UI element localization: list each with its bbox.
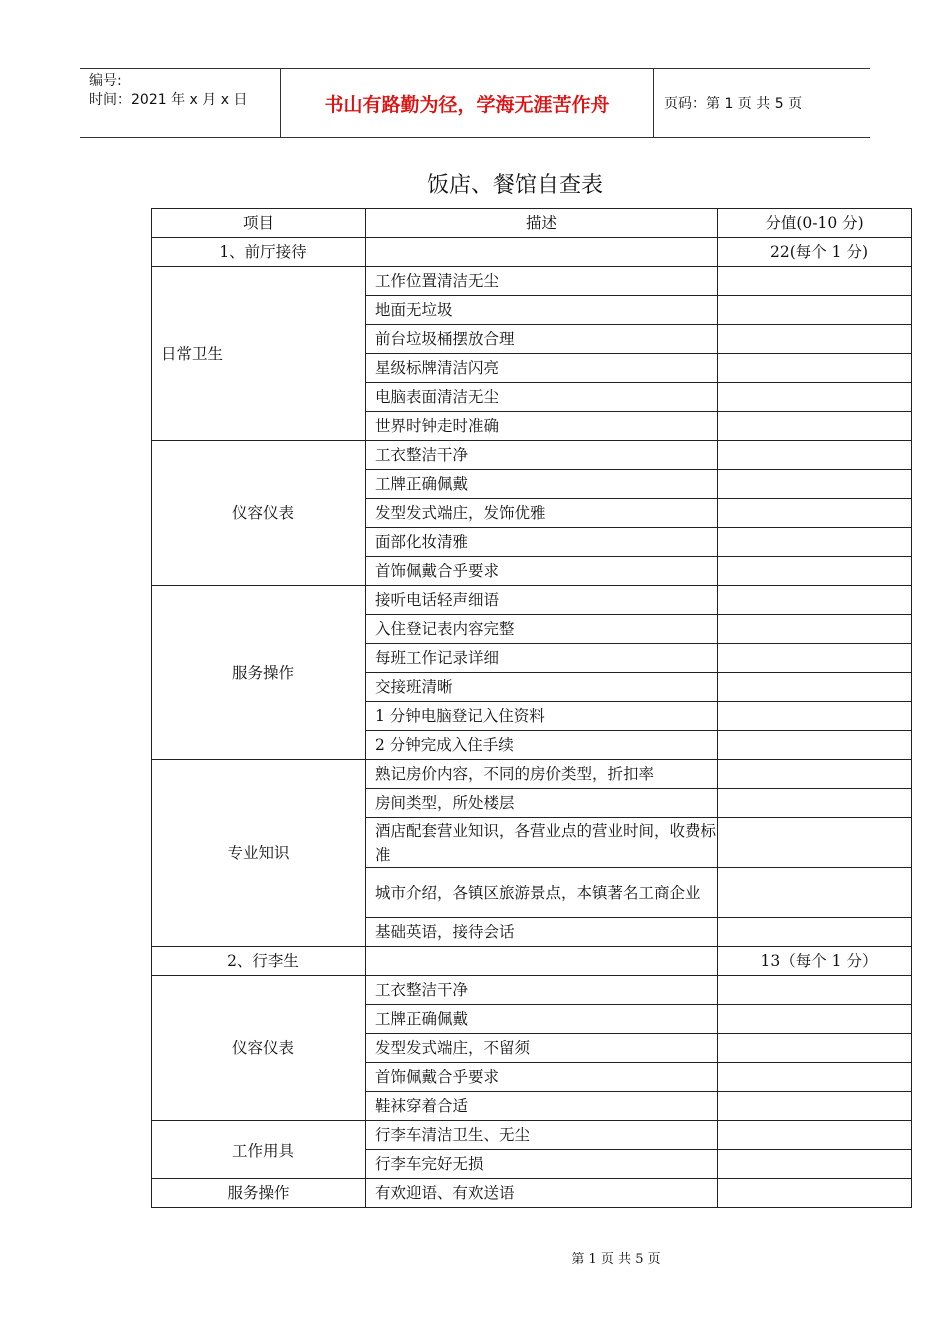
document-number-label: 编号: xyxy=(89,73,122,89)
table-row xyxy=(152,267,912,296)
item-description: 1 分钟电脑登记入住资料 xyxy=(366,702,718,731)
item-description: 电脑表面清洁无尘 xyxy=(366,383,718,412)
score-cell xyxy=(718,918,912,947)
score-cell xyxy=(718,976,912,1005)
score-cell xyxy=(718,644,912,673)
score-cell xyxy=(718,296,912,325)
item-description: 发型发式端庄，发饰优雅 xyxy=(366,499,718,528)
item-description: 有欢迎语、有欢送语 xyxy=(366,1179,718,1208)
item-description: 房间类型，所处楼层 xyxy=(366,789,718,818)
checklist-table xyxy=(151,208,912,1208)
category-label: 仪容仪表 xyxy=(152,441,366,586)
item-description: 基础英语，接待会话 xyxy=(366,918,718,947)
item-description: 熟记房价内容，不同的房价类型，折扣率 xyxy=(366,760,718,789)
item-description: 前台垃圾桶摆放合理 xyxy=(366,325,718,354)
item-description: 接听电话轻声细语 xyxy=(366,586,718,615)
score-cell xyxy=(718,615,912,644)
score-cell xyxy=(718,325,912,354)
section-row xyxy=(152,238,912,267)
score-cell xyxy=(718,383,912,412)
item-description: 2 分钟完成入住手续 xyxy=(366,731,718,760)
section-label: 2、行李生 xyxy=(152,947,366,976)
section-score: 22(每个 1 分) xyxy=(718,238,912,267)
table-row xyxy=(152,1121,912,1150)
score-cell xyxy=(718,1063,912,1092)
score-cell xyxy=(718,412,912,441)
score-cell xyxy=(718,673,912,702)
document-date-label: 时间：2021 年 x 月 x 日 xyxy=(89,92,248,108)
section-label: 1、前厅接待 xyxy=(152,238,366,267)
item-description: 鞋袜穿着合适 xyxy=(366,1092,718,1121)
header-slogan: 书山有路勤为径，学海无涯苦作舟 xyxy=(281,69,654,137)
item-description: 酒店配套营业知识，各营业点的营业时间，收费标准 xyxy=(366,818,718,868)
score-cell xyxy=(718,1034,912,1063)
score-cell xyxy=(718,267,912,296)
category-label: 专业知识 xyxy=(152,760,366,947)
table-row xyxy=(152,441,912,470)
document-title: 饭店、餐馆自查表 xyxy=(426,173,603,198)
score-cell xyxy=(718,1005,912,1034)
score-cell xyxy=(718,818,912,868)
item-description: 发型发式端庄，不留须 xyxy=(366,1034,718,1063)
item-description: 工作位置清洁无尘 xyxy=(366,267,718,296)
score-cell xyxy=(718,1150,912,1179)
section-score: 13（每个 1 分） xyxy=(718,947,912,976)
score-cell xyxy=(718,760,912,789)
table-row xyxy=(152,976,912,1005)
category-label: 仪容仪表 xyxy=(152,976,366,1121)
score-cell xyxy=(718,789,912,818)
score-cell xyxy=(718,731,912,760)
section-description-cell xyxy=(366,238,718,267)
item-description: 工牌正确佩戴 xyxy=(366,1005,718,1034)
score-cell xyxy=(718,441,912,470)
item-description: 行李车完好无损 xyxy=(366,1150,718,1179)
score-cell xyxy=(718,586,912,615)
item-description: 城市介绍，各镇区旅游景点，本镇著名工商企业 xyxy=(366,868,718,918)
item-description: 工衣整洁干净 xyxy=(366,441,718,470)
column-header-item: 项目 xyxy=(152,209,366,238)
category-label: 工作用具 xyxy=(152,1121,366,1179)
score-cell xyxy=(718,354,912,383)
section-description-cell xyxy=(366,947,718,976)
table-header-row xyxy=(152,209,912,238)
score-cell xyxy=(718,470,912,499)
score-cell xyxy=(718,702,912,731)
score-cell xyxy=(718,499,912,528)
item-description: 首饰佩戴合乎要求 xyxy=(366,557,718,586)
item-description: 每班工作记录详细 xyxy=(366,644,718,673)
score-cell xyxy=(718,557,912,586)
table-row xyxy=(152,760,912,789)
category-label: 服务操作 xyxy=(152,1179,366,1208)
category-label: 日常卫生 xyxy=(152,267,366,441)
item-description: 星级标牌清洁闪亮 xyxy=(366,354,718,383)
category-label: 服务操作 xyxy=(152,586,366,760)
section-row xyxy=(152,947,912,976)
item-description: 工牌正确佩戴 xyxy=(366,470,718,499)
score-cell xyxy=(718,868,912,918)
item-description: 行李车清洁卫生、无尘 xyxy=(366,1121,718,1150)
column-header-description: 描述 xyxy=(366,209,718,238)
item-description: 工衣整洁干净 xyxy=(366,976,718,1005)
table-row xyxy=(152,1179,912,1208)
score-cell xyxy=(718,528,912,557)
score-cell xyxy=(718,1179,912,1208)
header-meta xyxy=(80,69,281,137)
page-footer: 第 1 页 共 5 页 xyxy=(571,1252,661,1267)
header-page-info: 页码：第 1 页 共 5 页 xyxy=(664,96,803,112)
score-cell xyxy=(718,1121,912,1150)
page-header xyxy=(80,68,870,138)
item-description: 世界时钟走时准确 xyxy=(366,412,718,441)
table-row xyxy=(152,586,912,615)
item-description: 首饰佩戴合乎要求 xyxy=(366,1063,718,1092)
item-description: 入住登记表内容完整 xyxy=(366,615,718,644)
column-header-score: 分值(0-10 分) xyxy=(718,209,912,238)
item-description: 面部化妆清雅 xyxy=(366,528,718,557)
score-cell xyxy=(718,1092,912,1121)
item-description: 交接班清晰 xyxy=(366,673,718,702)
item-description: 地面无垃圾 xyxy=(366,296,718,325)
